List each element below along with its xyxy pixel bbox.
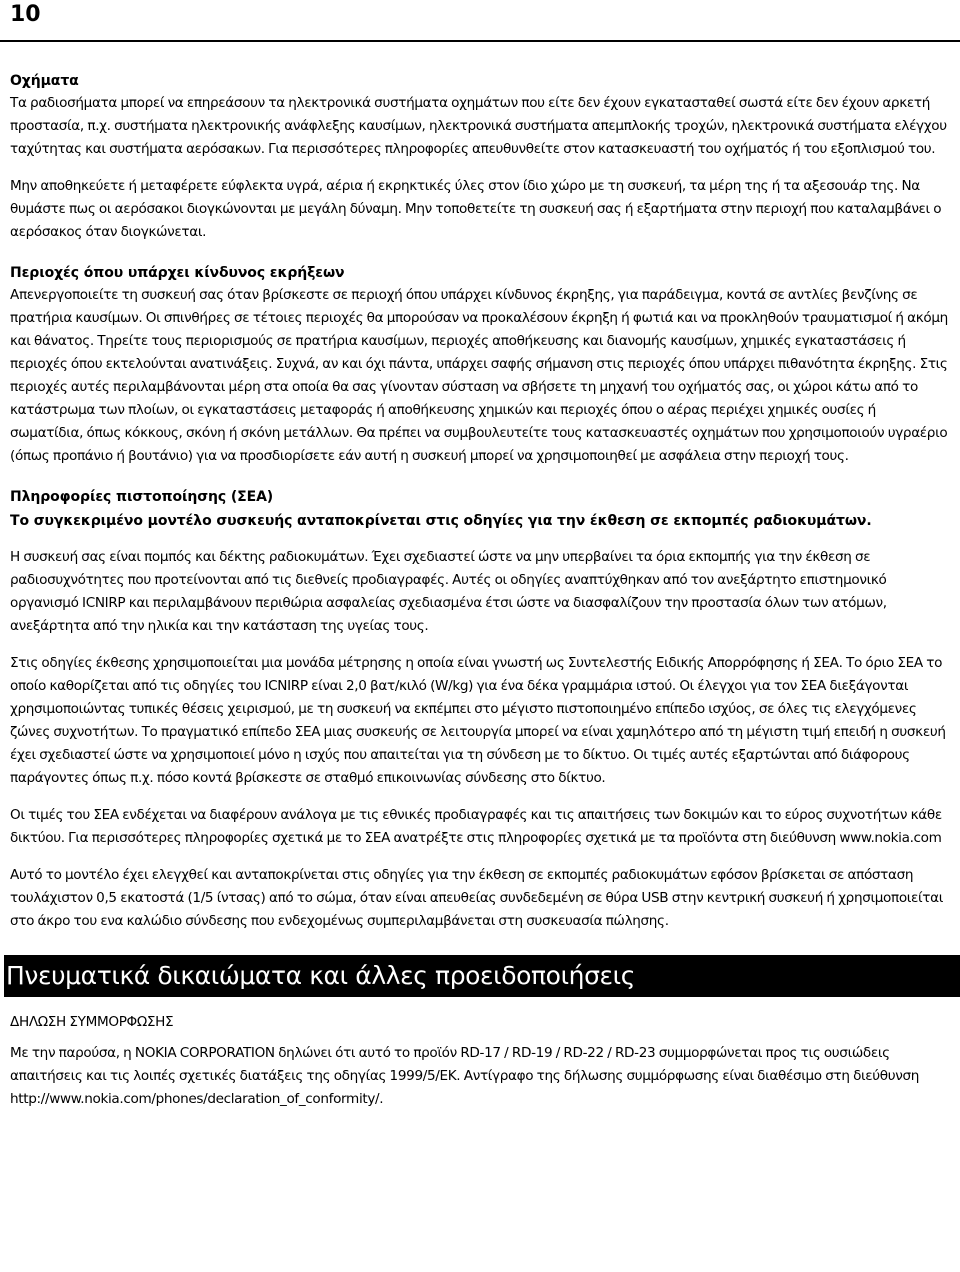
explosive-paragraph-1: Απενεργοποιείτε τη συσκευή σας όταν βρίσκεστε σε περιοχή όπου υπάρχει κίνδυνος έκρηξης, για παράδειγμα, κοντά σε αντλίες βενζίνης σε πρατήρια καυσίμων. Οι σπινθήρες σε τέτοιες περιοχές θα μπορούσαν να προκαλέσουν έκρηξη ή φωτιά και να προκληθούν τραυματισμοί ή ακόμη και θάνατος. Τηρείτε τους περιορισμούς σε πρατήρια καυσίμων, περιοχές αποθήκευσης και διανομής καυσίμων, χημικές εγκαταστάσεις ή περιοχές όπου εκτελούνται ανατινάξεις. Συχνά, αν και όχι πάντα, υπάρχει σαφής σήμανση στις περιοχές όπου υπάρχει πιθανότητα έκρηξης. Στις περιοχές αυτές περιλαμβάνονται μέρη στα οποία θα σας γίνονταν σύσταση να σβήσετε τη μηχανή του οχήματός σας, οι χώροι κάτω από το κατάστρωμα των πλοίων, οι εγκαταστάσεις μεταφοράς ή αποθήκευσης χημικών και περιοχές όπου ο αέρας περιέχει χημικές ουσίες ή σωματίδια, όπως κόκκους, σκόνη ή σκόνη μετάλλων. Θα πρέπει να συμβουλευτείτε τους κατασκευαστές οχημάτων που χρησιμοποιούν υγραέριο (όπως προπάνιο ή βουτάνιο) για να προσδιορίσετε εάν αυτή η συσκευή μπορεί να χρησιμοποιηθεί με ασφάλεια στην περιοχή τους. — [10, 287, 948, 464]
compliance-text: Με την παρούσα, η NOKIA CORPORATION δηλώνει ότι αυτό το προϊόν RD-17 / RD-19 / RD-22 / RD-23 συμμορφώνεται προς τις ουσιώδεις απαιτήσεις και τις λοιπές σχετικές διατάξεις της οδηγίας 1999/5/ΕΚ. Αντίγραφο της δήλωσης συμμόρφωσης είναι διαθέσιμο στη διεύθυνση http://www.nokia.com/phones/declaration_of_conformity/. — [10, 1045, 920, 1107]
sar-paragraph-2: Στις οδηγίες έκθεσης χρησιμοποιείται μια μονάδα μέτρησης η οποία είναι γνωστή ως Συντελεστής Ειδικής Απορρόφησης ή ΣΕΑ. Το όριο ΣΕΑ το οποίο καθορίζεται από τις οδηγίες του ICNIRP είναι 2,0 βατ/κιλό (W/kg) για ένα δέκα γραμμάρια ιστού. Οι έλεγχοι για τον ΣΕΑ διεξάγονται χρησιμοποιώντας τυπικές θέσεις χειρισμού, με τη συσκευή να εκπέμπει στο μέγιστο πιστοποιημένο επίπεδο ισχύος, σε όλες τις ελεγχόμενες ζώνες συχνοτήτων. Το πραγματικό επίπεδο ΣΕΑ μιας συσκευής σε λειτουργία μπορεί να είναι χαμηλότερο από τη μέγιστη τιμή επειδή η συσκευή έχει σχεδιαστεί ώστε να χρησιμοποιεί μόνο η ισχύς που απαιτείται για τη σύνδεση με το δίκτυο. Οι τιμές αυτές εξαρτώνται από διάφορους παράγοντες όπως π.χ. πόσο κοντά βρίσκεστε σε σταθμό επικοινωνίας σύνδεσης στο δίκτυο. — [10, 655, 946, 786]
sar-paragraph-4: Αυτό το μοντέλο έχει ελεγχθεί και ανταποκρίνεται στις οδηγίες για την έκθεση σε εκπομπές ραδιοκυμάτων εφόσον βρίσκεται σε απόσταση τουλάχιστον 0,5 εκατοστά (1/5 ίντσας) από το σώμα, όταν είναι απευθείας συνδεδεμένη σε θύρα USB στην κεντρική συσκευή ή χρησιμοποιείται στο άκρο του ενα καλώδιο σύνδεσης που ενδεχομένως συμπεριλαμβάνεται στη συσκευασία πώλησης. — [10, 867, 943, 929]
sar-subheading: Το συγκεκριμένο μοντέλο συσκευής ανταποκρίνεται στις οδηγίες για την έκθεση σε εκπομπές ραδιοκυμάτων. — [10, 513, 872, 529]
copyright-banner: Πνευματικά δικαιώματα και άλλες προειδοποιήσεις — [4, 955, 960, 997]
sar-heading: Πληροφορίες πιστοποίησης (ΣΕΑ) — [10, 489, 274, 505]
vehicles-paragraph-1: Τα ραδιοσήματα μπορεί να επηρεάσουν τα ηλεκτρονικά συστήματα οχημάτων που είτε δεν έχουν εγκατασταθεί σωστά είτε δεν έχουν αρκετή προστασία, π.χ. συστήματα ηλεκτρονικής ανάφλεξης καυσίμων, ηλεκτρονικά συστήματα απεμπλοκής τροχών, ηλεκτρονικά συστήματα ελέγχου ταχύτητας και συστήματα αερόσακων. Για περισσότερες πληροφορίες απευθυνθείτε στον κατασκευαστή του οχήματός ή του εξοπλισμού του. — [10, 95, 947, 157]
sar-paragraph-3: Οι τιμές του ΣΕΑ ενδέχεται να διαφέρουν ανάλογα με τις εθνικές προδιαγραφές και τις απαιτήσεις των δοκιμών και το εύρος συχνοτήτων κάθε δικτύου. Για περισσότερες πληροφορίες σχετικά με το ΣΕΑ ανατρέξτε στις πληροφορίες σχετικά με τα προϊόντα στη διεύθυνση www.nokia.com — [10, 807, 942, 846]
vehicles-heading: Οχήματα — [10, 73, 79, 89]
top-rule — [0, 40, 960, 42]
page-number: 10 — [10, 2, 41, 27]
vehicles-paragraph-2: Μην αποθηκεύετε ή μεταφέρετε εύφλεκτα υγρά, αέρια ή εκρηκτικές ύλες στον ίδιο χώρο με τη συσκευή, τα μέρη της ή τα αξεσουάρ της. Να θυμάστε πως οι αερόσακοι διογκώνονται με μεγάλη δύναμη. Μην τοποθετείτε τη συσκευή σας ή εξαρτήματα στην περιοχή που καταλαμβάνει ο αερόσακος όταν διογκώνεται. — [10, 178, 942, 240]
page-content — [6, 70, 950, 1111]
sar-paragraph-1: Η συσκευή σας είναι πομπός και δέκτης ραδιοκυμάτων. Έχει σχεδιαστεί ώστε να μην υπερβαίνει τα όρια εκπομπής για την έκθεση σε ραδιοσυχνότητες που προτείνονται από τις διεθνείς προδιαγραφές. Αυτές οι οδηγίες αναπτύχθηκαν από τον ανεξάρτητο επιστημονικό οργανισμό ICNIRP και περιλαμβάνουν περιθώρια ασφαλείας σχεδιασμένα έτσι ώστε να διασφαλίζουν την προστασία όλων των ατόμων, ανεξάρτητα από την ηλικία και την κατάσταση της υγείας τους. — [10, 549, 887, 634]
compliance-heading: ΔΗΛΩΣΗ ΣΥΜΜΟΡΦΩΣΗΣ — [10, 1014, 174, 1030]
explosive-heading: Περιοχές όπου υπάρχει κίνδυνος εκρήξεων — [10, 265, 345, 281]
